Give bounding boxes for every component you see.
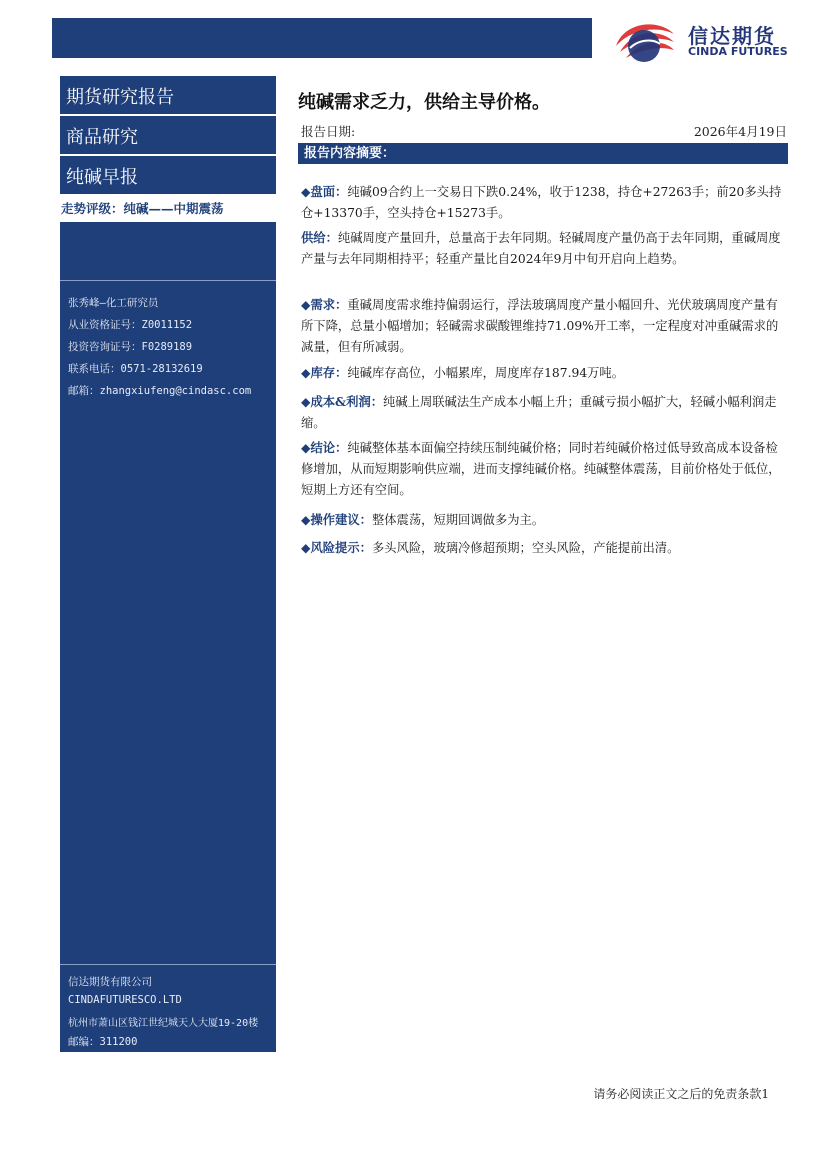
company-logo <box>612 16 812 64</box>
section-label: ◆需求： <box>301 297 348 312</box>
sidebar <box>60 76 276 1052</box>
section-text: 多头风险，玻璃冷修超预期；空头风险，产能提前出清。 <box>371 541 680 555</box>
section-text: 纯碱整体基本面偏空持续压制纯碱价格；同时若纯碱价格过低导致高成本设备检修增加，从而短期影响供应端，进而支撑纯碱价格。纯碱整体震荡，目前价格处于低位，短期上方还有空间。 <box>301 441 781 497</box>
section-market <box>301 181 784 224</box>
sidebar-divider <box>60 964 276 965</box>
section-text: 整体震荡，短期回调做多为主。 <box>371 513 545 527</box>
section-label: ◆库存： <box>301 365 348 380</box>
sidebar-divider <box>60 280 276 281</box>
section-text: 纯碱上周联碱法生产成本小幅上升；重碱亏损小幅扩大，轻碱小幅利润走缩。 <box>301 395 777 430</box>
section-text: 纯碱09合约上一交易日下跌0.24%，收于1238，持仓+27263手；前20多头持仓+13370手，空头持仓+15273手。 <box>301 185 782 220</box>
company-name: 信达期货有限公司 <box>68 976 152 988</box>
header-bar <box>52 18 592 58</box>
cinda-logo-icon <box>612 16 678 64</box>
section-text: 纯碱周度产量回升，总量高于去年同期。轻碱周度产量仍高于去年同期，重碱周度产量与去年同期相持平；轻重产量比自2024年9月中旬开启向上趋势。 <box>301 231 781 266</box>
company-postcode: 邮编：311200 <box>68 1036 138 1048</box>
section-label: 供给： <box>301 230 338 245</box>
sidebar-item-research-report: 期货研究报告 <box>60 80 276 116</box>
section-risk <box>301 537 784 559</box>
section-cost-profit <box>301 391 784 434</box>
section-label: ◆盘面： <box>301 184 348 199</box>
analyst-name: 张秀峰—化工研究员 <box>68 297 159 309</box>
logo-name-cn: 信达期货 <box>688 24 776 48</box>
section-supply <box>301 227 784 270</box>
analyst-email: 邮箱：zhangxiufeng@cindasc.com <box>68 385 252 397</box>
company-name-en: CINDAFUTURESCO.LTD <box>68 994 182 1006</box>
summary-header: 报告内容摘要： <box>298 143 788 164</box>
logo-name-en: CINDA FUTURES <box>688 45 788 58</box>
section-label: ◆结论： <box>301 440 348 455</box>
section-label: ◆风险提示： <box>301 540 372 555</box>
sidebar-item-daily: 纯碱早报 <box>60 160 276 196</box>
section-text: 纯碱库存高位，小幅累库，周度库存187.94万吨。 <box>347 366 625 380</box>
section-demand <box>301 294 784 358</box>
section-suggestion <box>301 509 784 531</box>
section-label: ◆成本&利润： <box>301 394 384 409</box>
analyst-phone: 联系电话：0571-28132619 <box>68 363 203 375</box>
section-label: ◆操作建议： <box>301 512 372 527</box>
section-text: 重碱周度需求维持偏弱运行，浮法玻璃周度产量小幅回升、光伏玻璃周度产量有所下降，总量小幅增加；轻碱需求碳酸锂维持71.09%开工率，一定程度对冲重碱需求的减量，但有所减弱。 <box>301 298 779 354</box>
disclaimer-footer: 请务必阅读正文之后的免责条款1 <box>593 1087 769 1101</box>
company-address: 杭州市萧山区钱江世纪城天人大厦19-20楼 <box>68 1018 259 1029</box>
report-date-value: 2026年4月19日 <box>693 124 787 139</box>
section-conclusion <box>301 437 784 501</box>
sidebar-item-commodity: 商品研究 <box>60 120 276 156</box>
trend-rating: 走势评级：纯碱——中期震荡 <box>60 196 276 222</box>
analyst-consulting-id: 投资咨询证号：F0289189 <box>68 341 193 353</box>
report-title: 纯碱需求乏力，供给主导价格。 <box>298 92 550 113</box>
analyst-qualification: 从业资格证号：Z0011152 <box>68 319 193 331</box>
section-inventory <box>301 362 784 384</box>
report-date-label: 报告日期: <box>301 124 356 139</box>
